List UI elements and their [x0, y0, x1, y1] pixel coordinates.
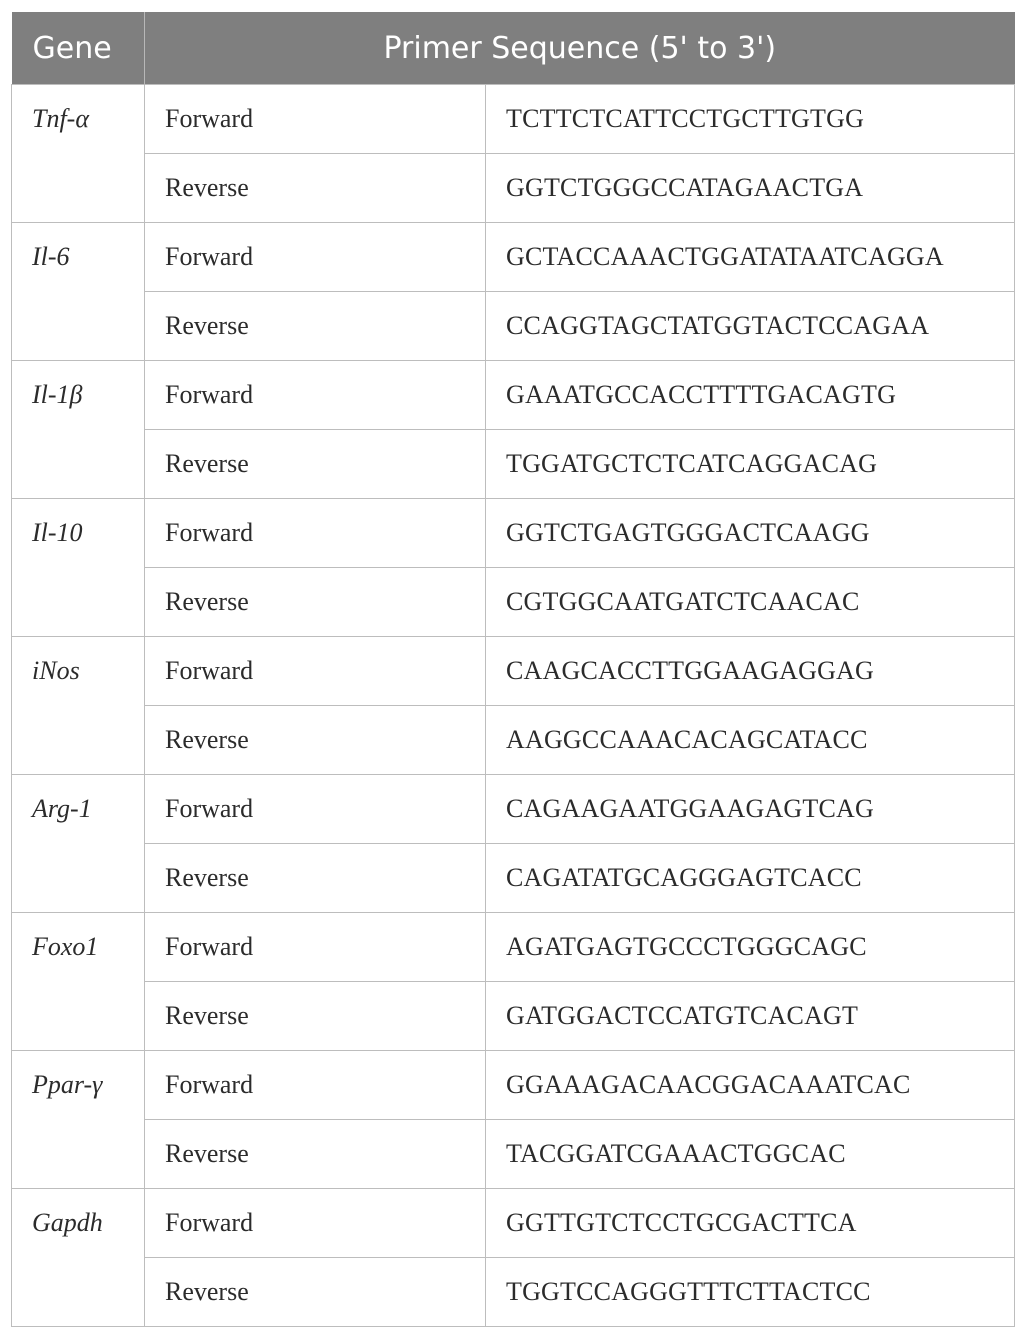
reverse-sequence: AAGGCCAAACACAGCATACC	[486, 706, 1015, 775]
table-row	[12, 1258, 1015, 1327]
table-row	[12, 568, 1015, 637]
primer-table-container	[11, 12, 1014, 1327]
forward-label: Forward	[145, 361, 486, 430]
table-row	[12, 292, 1015, 361]
gene-name: Gapdh	[12, 1189, 145, 1327]
header-primer-sequence: Primer Sequence (5' to 3')	[145, 12, 1015, 85]
forward-label: Forward	[145, 913, 486, 982]
forward-sequence: GCTACCAAACTGGATATAATCAGGA	[486, 223, 1015, 292]
table-row	[12, 844, 1015, 913]
reverse-label: Reverse	[145, 1258, 486, 1327]
gene-name: Ppar-γ	[12, 1051, 145, 1189]
gene-name: Tnf-α	[12, 85, 145, 223]
forward-sequence: AGATGAGTGCCCTGGGCAGC	[486, 913, 1015, 982]
table-body	[12, 85, 1015, 1327]
forward-sequence: GAAATGCCACCTTTTGACAGTG	[486, 361, 1015, 430]
table-row	[12, 637, 1015, 706]
forward-sequence: CAGAAGAATGGAAGAGTCAG	[486, 775, 1015, 844]
forward-sequence: CAAGCACCTTGGAAGAGGAG	[486, 637, 1015, 706]
table-row	[12, 85, 1015, 154]
reverse-sequence: TGGTCCAGGGTTTCTTACTCC	[486, 1258, 1015, 1327]
table-row	[12, 706, 1015, 775]
table-row	[12, 430, 1015, 499]
table-row	[12, 154, 1015, 223]
forward-label: Forward	[145, 1189, 486, 1258]
header-gene: Gene	[12, 12, 145, 85]
reverse-label: Reverse	[145, 154, 486, 223]
forward-label: Forward	[145, 1051, 486, 1120]
forward-label: Forward	[145, 223, 486, 292]
reverse-label: Reverse	[145, 430, 486, 499]
forward-sequence: TCTTCTCATTCCTGCTTGTGG	[486, 85, 1015, 154]
reverse-label: Reverse	[145, 982, 486, 1051]
reverse-label: Reverse	[145, 706, 486, 775]
table-row	[12, 982, 1015, 1051]
table-row	[12, 1051, 1015, 1120]
reverse-label: Reverse	[145, 568, 486, 637]
gene-name: Foxo1	[12, 913, 145, 1051]
table-row	[12, 361, 1015, 430]
gene-name: iNos	[12, 637, 145, 775]
forward-sequence: GGTCTGAGTGGGACTCAAGG	[486, 499, 1015, 568]
table-row	[12, 223, 1015, 292]
reverse-sequence: TACGGATCGAAACTGGCAC	[486, 1120, 1015, 1189]
reverse-label: Reverse	[145, 844, 486, 913]
forward-label: Forward	[145, 499, 486, 568]
gene-name: Arg-1	[12, 775, 145, 913]
reverse-label: Reverse	[145, 292, 486, 361]
forward-label: Forward	[145, 775, 486, 844]
primer-table	[11, 12, 1015, 1327]
table-header	[12, 12, 1015, 85]
reverse-sequence: CCAGGTAGCTATGGTACTCCAGAA	[486, 292, 1015, 361]
forward-sequence: GGAAAGACAACGGACAAATCAC	[486, 1051, 1015, 1120]
table-row	[12, 1120, 1015, 1189]
reverse-sequence: GATGGACTCCATGTCACAGT	[486, 982, 1015, 1051]
forward-sequence: GGTTGTCTCCTGCGACTTCA	[486, 1189, 1015, 1258]
reverse-sequence: GGTCTGGGCCATAGAACTGA	[486, 154, 1015, 223]
gene-name: Il-6	[12, 223, 145, 361]
forward-label: Forward	[145, 85, 486, 154]
forward-label: Forward	[145, 637, 486, 706]
reverse-sequence: TGGATGCTCTCATCAGGACAG	[486, 430, 1015, 499]
table-row	[12, 499, 1015, 568]
gene-name: Il-1β	[12, 361, 145, 499]
reverse-sequence: CGTGGCAATGATCTCAACAC	[486, 568, 1015, 637]
table-row	[12, 913, 1015, 982]
reverse-sequence: CAGATATGCAGGGAGTCACC	[486, 844, 1015, 913]
table-row	[12, 1189, 1015, 1258]
gene-name: Il-10	[12, 499, 145, 637]
table-row	[12, 775, 1015, 844]
reverse-label: Reverse	[145, 1120, 486, 1189]
